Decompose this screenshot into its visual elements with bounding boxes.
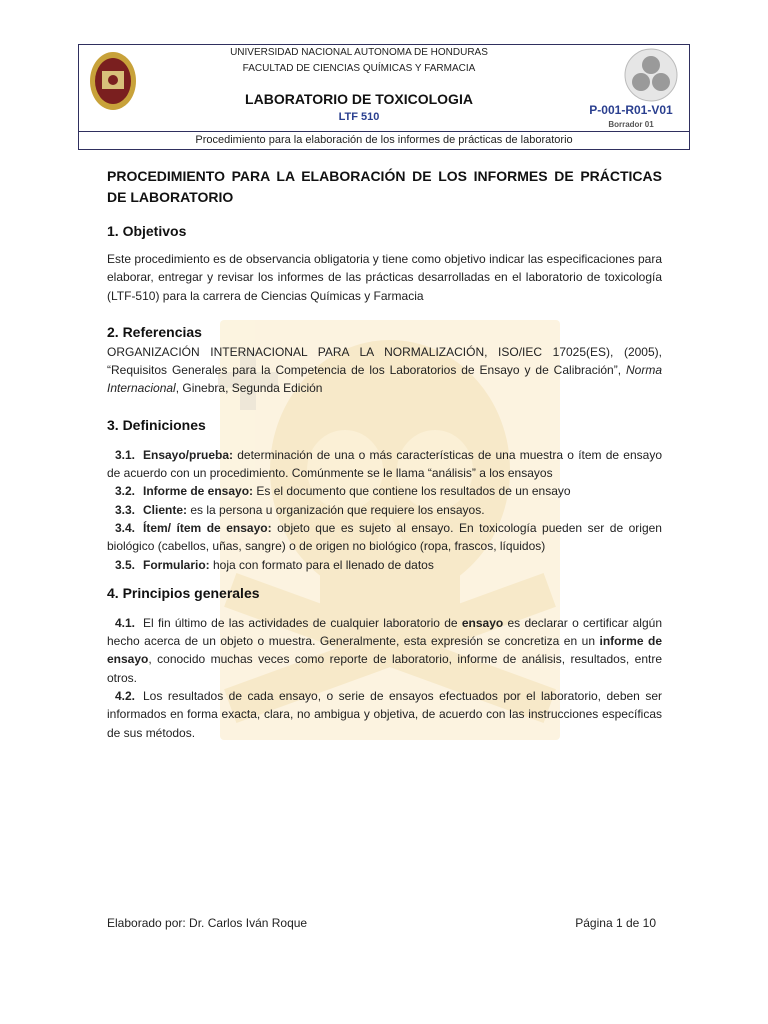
university-name: UNIVERSIDAD NACIONAL AUTONOMA DE HONDURAS: [230, 47, 488, 58]
section-referencias: [107, 323, 662, 398]
definition-term: Ítem/ ítem de ensayo:: [143, 520, 272, 535]
principle-item: [107, 687, 662, 742]
definition-term: Formulario:: [143, 557, 210, 572]
draft-label: Borrador 01: [608, 120, 654, 129]
definition-number: 3.3.: [115, 502, 136, 517]
definition-number: 3.1.: [115, 447, 136, 462]
principle-bold: ensayo: [461, 615, 504, 630]
author-line: Elaborado por: Dr. Carlos Iván Roque: [107, 916, 308, 930]
principle-number: 4.1.: [115, 615, 136, 630]
definition-text: hoja con formato para el llenado de datos: [209, 557, 434, 572]
definition-text: es la persona u organización que requiere los ensayos.: [187, 502, 485, 517]
course-code: LTF 510: [338, 111, 380, 123]
definition-term: Informe de ensayo:: [143, 484, 254, 499]
principle-item: [107, 614, 662, 687]
definition-item: [107, 482, 662, 500]
faculty-name: FACULTAD DE CIENCIAS QUÍMICAS Y FARMACIA: [242, 63, 476, 74]
definition-item: [107, 556, 662, 574]
section-heading: 3. Definiciones: [107, 416, 206, 433]
document-body: [107, 166, 662, 760]
definition-text: Es el documento que contiene los resultados de un ensayo: [253, 484, 571, 499]
section-objetivos: [107, 222, 662, 305]
definition-term: Cliente:: [143, 502, 188, 517]
section-heading: 1. Objetivos: [107, 223, 187, 239]
principle-number: 4.2.: [115, 689, 136, 704]
definition-number: 3.2.: [115, 484, 136, 499]
section-heading: 2. Referencias: [107, 323, 202, 340]
page-number: Página 1 de 10: [575, 916, 656, 930]
section-definiciones: [107, 416, 662, 574]
definition-number: 3.4.: [115, 520, 136, 535]
reference-text: ORGANIZACIÓN INTERNACIONAL PARA LA NORMALIZACIÓN, ISO/IEC 17025(ES), (2005), “Requisitos Generales para la Competencia de los Laboratorios de Ensayo y de Calibración”,: [107, 344, 662, 378]
header-subtitle: Procedimiento para la elaboración de los informes de prácticas de laboratorio: [195, 134, 573, 146]
principle-text: El fin último de las actividades de cualquier laboratorio de: [143, 615, 462, 630]
section-heading: 4. Principios generales: [107, 584, 260, 601]
definition-number: 3.5.: [115, 557, 136, 572]
definition-item: [107, 519, 662, 556]
definition-term: Ensayo/prueba:: [143, 447, 234, 462]
reference-entry: [107, 343, 662, 398]
molecule-logo-icon: [623, 47, 679, 103]
header-divider: [79, 131, 689, 132]
principle-text: Los resultados de cada ensayo, o serie de ensayos efectuados por el laboratorio, deben ser informados en forma exacta, clara, no ambigua y objetiva, de acuerdo con las instrucciones específicas de sus métodos.: [107, 689, 662, 740]
principle-text: es declarar o certificar algún hecho acerca de un objeto o muestra. Generalmente, esta expresión se concretiza en un: [107, 615, 662, 649]
definition-item: [107, 501, 662, 519]
lab-name: LABORATORIO DE TOXICOLOGIA: [245, 91, 473, 107]
reference-text-end: , Ginebra, Segunda Edición: [175, 381, 323, 396]
document-code: P-001-R01-V01: [589, 103, 673, 117]
definition-item: [107, 446, 662, 483]
definition-text: determinación de una o más características de una muestra o ítem de ensayo de acuerdo con un procedimiento. Comúnmente se le llama “análisis” a los ensayos: [107, 447, 662, 481]
reference-italic: Norma Internacional: [107, 363, 662, 396]
document-footer: [107, 916, 662, 930]
document-title: PROCEDIMIENTO PARA LA ELABORACIÓN DE LOS INFORMES DE PRÁCTICAS DE LABORATORIO: [107, 168, 662, 205]
principle-text: , conocido muchas veces como reporte de laboratorio, informe de análisis, resultados, entre otros.: [107, 652, 662, 685]
principle-bold: informe de ensayo: [107, 634, 662, 667]
definition-text: objeto que es sujeto al ensayo. En toxicología pueden ser de origen biológico (cabellos, uñas, sangre) o de origen no biológico (ropa, frascos, líquidos): [107, 520, 662, 554]
section-principios: [107, 584, 662, 742]
document-header: [78, 44, 690, 150]
section-paragraph: Este procedimiento es de observancia obligatoria y tiene como objetivo indicar las especificaciones para elaborar, entregar y revisar los informes de las prácticas desarrolladas en el laboratorio de toxicología (LTF-510) para la carrera de Ciencias Químicas y Farmacia: [107, 252, 662, 303]
